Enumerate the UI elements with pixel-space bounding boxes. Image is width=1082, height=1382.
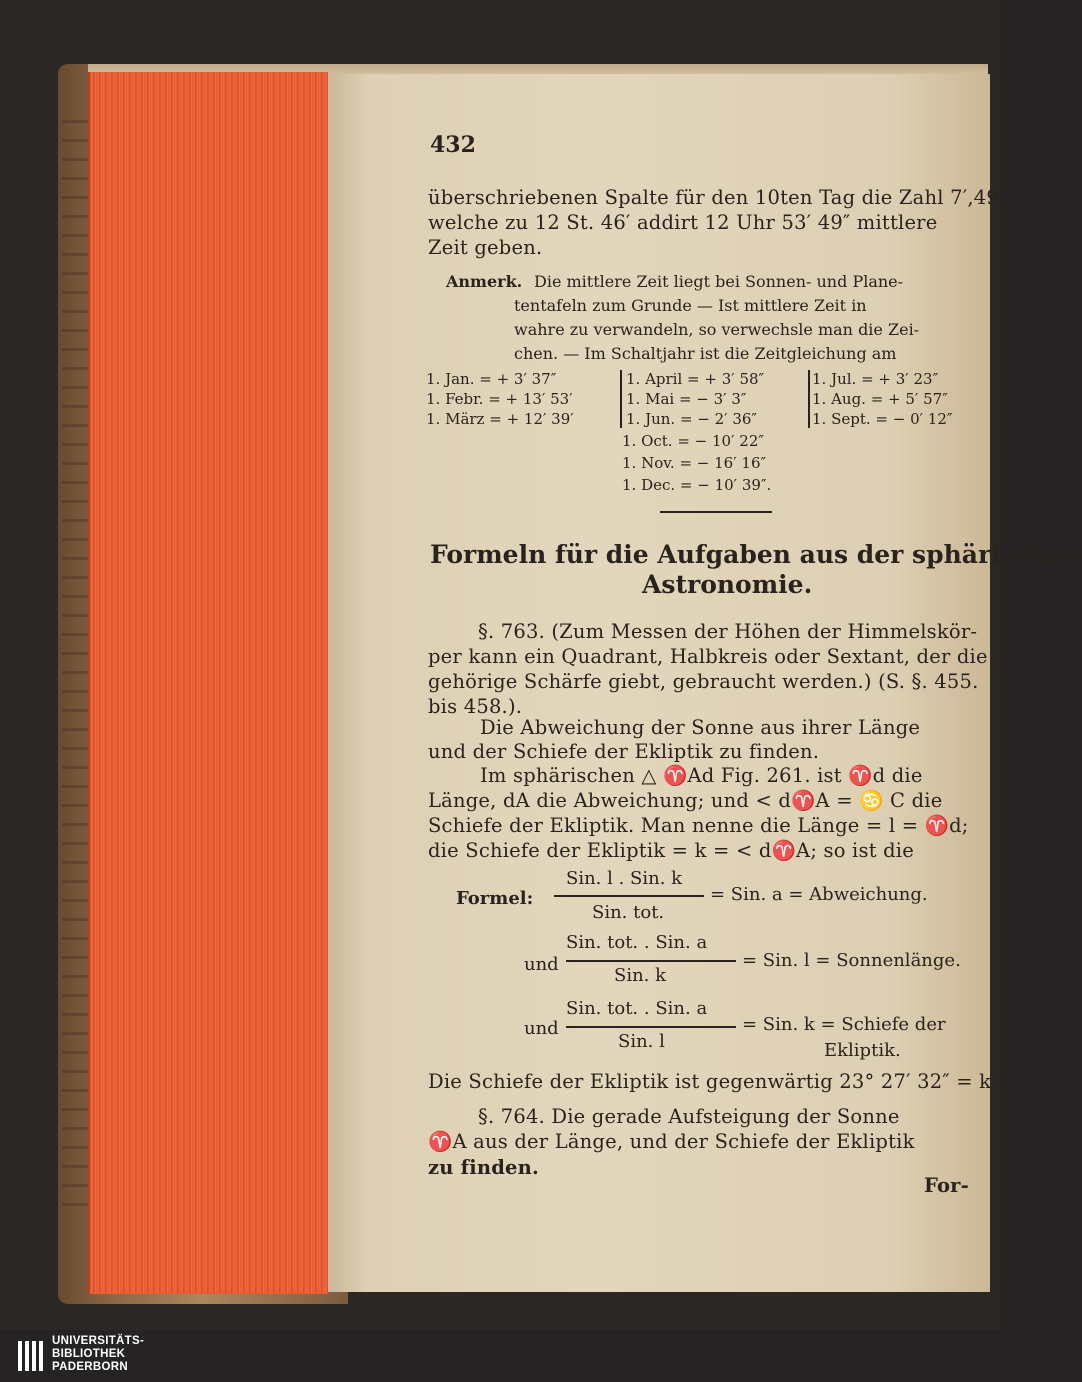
- note-line: wahre zu verwandeln, so verwechsle man die Zei-: [514, 320, 920, 339]
- text-line: welche zu 12 St. 46′ addirt 12 Uhr 53′ 49″ mittlere: [428, 211, 938, 234]
- text-line: Zeit geben.: [428, 236, 543, 259]
- page-number: 432: [430, 132, 476, 158]
- text-line: §. 763. (Zum Messen der Höhen der Himmelskör-: [478, 620, 978, 643]
- formula-numerator: Sin. tot. . Sin. a: [566, 932, 708, 953]
- text-line: zu finden.: [428, 1156, 540, 1179]
- text-line: ♈A aus der Länge, und der Schiefe der Ekliptik: [428, 1130, 915, 1153]
- subsection-title: und der Schiefe der Ekliptik zu finden.: [428, 740, 820, 763]
- table-cell: 1. Jan. = + 3′ 37″: [426, 370, 557, 388]
- note-label: Anmerk.: [446, 272, 523, 291]
- formula-result: = Sin. l = Sonnenlänge.: [742, 950, 961, 971]
- formula-numerator: Sin. l . Sin. k: [566, 868, 683, 889]
- red-page-edges: [88, 72, 328, 1294]
- formula-result: Ekliptik.: [824, 1040, 901, 1061]
- library-name-line: BIBLIOTHEK: [52, 1348, 126, 1360]
- formula-label: Formel:: [456, 888, 534, 909]
- text-line: die Schiefe der Ekliptik = k = < d♈A; so ist die: [428, 839, 914, 862]
- library-name: [52, 1335, 144, 1374]
- formula-connector: und: [524, 954, 559, 975]
- section-heading: Astronomie.: [642, 570, 813, 599]
- text-line: gehörige Schärfe giebt, gebraucht werden.) (S. §. 455.: [428, 670, 979, 693]
- library-logo-icon: [18, 1337, 44, 1375]
- table-cell: 1. Sept. = − 0′ 12″: [812, 410, 953, 428]
- formula-result: = Sin. k = Schiefe der: [742, 1014, 946, 1035]
- text-line: §. 764. Die gerade Aufsteigung der Sonne: [478, 1105, 900, 1128]
- table-cell: 1. April = + 3′ 58″: [626, 370, 765, 388]
- catchword: For-: [924, 1174, 969, 1197]
- subsection-title: Die Abweichung der Sonne aus ihrer Länge: [480, 716, 921, 739]
- table-cell: 1. März = + 12′ 39′: [426, 410, 574, 428]
- fraction-bar: [566, 960, 736, 962]
- text-line: überschriebenen Spalte für den 10ten Tag die Zahl 7′,49″,: [428, 186, 1013, 209]
- table-cell: 1. Aug. = + 5′ 57″: [812, 390, 948, 408]
- table-cell: 1. Jun. = − 2′ 36″: [626, 410, 758, 428]
- note-line: tentafeln zum Grunde — Ist mittlere Zeit in: [514, 296, 867, 315]
- text-line: bis 458.).: [428, 695, 523, 718]
- text-line: Im sphärischen △ ♈Ad Fig. 261. ist ♈d die: [480, 764, 923, 787]
- table-cell: 1. Dec. = − 10′ 39″.: [622, 476, 772, 494]
- table-cell: 1. Febr. = + 13′ 53′: [426, 390, 573, 408]
- formula-denominator: Sin. l: [618, 1031, 665, 1052]
- formula-connector: und: [524, 1018, 559, 1039]
- formula-result: = Sin. a = Abweichung.: [710, 884, 928, 905]
- text-line: Schiefe der Ekliptik. Man nenne die Länge = l = ♈d;: [428, 814, 969, 837]
- formula-denominator: Sin. k: [614, 965, 667, 986]
- formula-numerator: Sin. tot. . Sin. a: [566, 998, 708, 1019]
- table-cell: 1. Oct. = − 10′ 22″: [622, 432, 764, 450]
- fraction-bar: [554, 895, 704, 897]
- text-line: Länge, dA die Abweichung; und < d♈A = ♋ C die: [428, 789, 943, 812]
- table-cell: 1. Jul. = + 3′ 23″: [812, 370, 939, 388]
- table-cell: 1. Mai = − 3′ 3″: [626, 390, 747, 408]
- table-cell: 1. Nov. = − 16′ 16″: [622, 454, 767, 472]
- fraction-bar: [566, 1026, 736, 1028]
- section-rule: [660, 511, 772, 513]
- table-separator: [808, 370, 810, 428]
- note-line: chen. — Im Schaltjahr ist die Zeitgleichung am: [514, 344, 897, 363]
- library-name-line: UNIVERSITÄTS-: [52, 1335, 145, 1347]
- library-footer: [0, 1330, 1000, 1382]
- note-line: Die mittlere Zeit liegt bei Sonnen- und Plane-: [534, 272, 904, 291]
- text-line: Die Schiefe der Ekliptik ist gegenwärtig 23° 27′ 32″ = k.: [428, 1070, 998, 1093]
- section-heading: Formeln für die Aufgaben aus der sphärischen: [430, 540, 1082, 569]
- library-name-line: PADERBORN: [52, 1361, 128, 1373]
- table-separator: [620, 370, 622, 428]
- text-line: per kann ein Quadrant, Halbkreis oder Sextant, der die: [428, 645, 988, 668]
- formula-denominator: Sin. tot.: [592, 902, 665, 923]
